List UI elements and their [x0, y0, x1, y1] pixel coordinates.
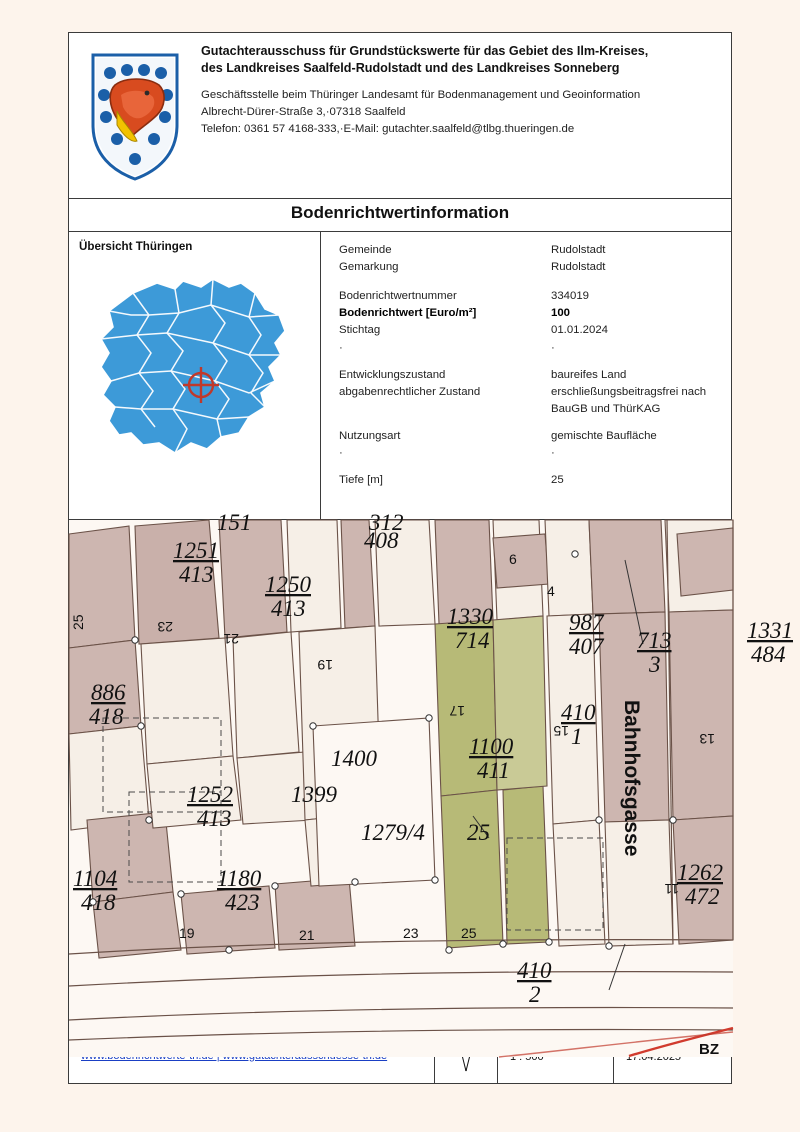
parcel-number: 1330 [447, 604, 493, 629]
parcel-denominator: 413 [179, 562, 214, 587]
thuringia-coat-of-arms-icon [87, 51, 183, 183]
fact-row-bodenrichtwert [339, 305, 721, 322]
parcel-label-1399: 1399 [291, 782, 337, 807]
parcel-denominator: 413 [271, 596, 306, 621]
parcel-number: 1251 [173, 538, 219, 563]
parcel-denominator: 2 [529, 982, 541, 1007]
street-name-bahnhofsgasse: Bahnhofsgasse [620, 700, 643, 857]
fact-value: 25 [551, 474, 564, 487]
fact-key: Stichtag [339, 324, 381, 337]
fact-row [339, 428, 721, 445]
parcel-number: 886 [91, 680, 126, 705]
parcel-label-1279-4: 1279/4 [361, 820, 425, 845]
fact-key: Entwicklungszustand [339, 368, 446, 381]
fact-value: baureifes Land [551, 368, 627, 381]
overview-panel [69, 232, 321, 519]
fact-row-separator [339, 445, 721, 462]
house-number: 25 [70, 614, 86, 630]
cadastral-map[interactable] [69, 510, 793, 1058]
fact-key: Nutzungsart [339, 429, 401, 442]
cadastral-map-labels [69, 510, 793, 1058]
fact-value: 334019 [551, 290, 590, 303]
fact-value: · [551, 447, 555, 460]
parcel-number: 987 [569, 610, 604, 635]
parcel-denominator: 3 [649, 652, 661, 677]
fact-value: Rudolstadt [551, 261, 606, 274]
office-line: Geschäftsstelle beim Thüringer Landesamt für Bodenmanagement und Geoinformation [201, 89, 641, 101]
fact-row [339, 322, 721, 339]
parcel-number: 1331 [747, 618, 793, 643]
parcel-number: 410 [561, 700, 596, 725]
fact-value: · [551, 341, 555, 354]
house-number: 6 [509, 551, 517, 567]
parcel-label-1400: 1400 [331, 746, 377, 771]
fact-row [339, 384, 721, 401]
parcel-number: 408 [364, 528, 399, 553]
parcel-number: 1262 [677, 860, 723, 885]
house-number: 15 [553, 723, 569, 739]
fact-key: abgabenrechtlicher Zustand [339, 385, 481, 398]
parcel-number: 1252 [187, 782, 233, 807]
parcel-denominator: 418 [89, 704, 124, 729]
parcel-denominator: 407 [569, 634, 604, 659]
parcel-number: 312 [369, 510, 404, 535]
fact-key: Bodenrichtwert [Euro/m²] [339, 307, 477, 320]
railway-label: BZ [699, 1041, 719, 1058]
house-number: 25 [461, 925, 477, 941]
fact-key: Tiefe [m] [339, 474, 383, 487]
parcel-number: 713 [637, 628, 672, 653]
fact-value: erschließungsbeitragsfrei nach [551, 385, 707, 398]
address-line: Albrecht-Dürer-Straße 3,·07318 Saalfeld [201, 106, 406, 119]
fact-key: · [339, 341, 343, 354]
house-number: 19 [317, 657, 333, 673]
house-number: 13 [699, 731, 715, 747]
parcel-label-25: 25 [467, 820, 490, 845]
house-number: 4 [547, 583, 555, 599]
house-number: 21 [223, 631, 239, 647]
fact-value: 01.01.2024 [551, 324, 609, 337]
parcel-denominator: 413 [197, 806, 232, 831]
parcel-denominator: 423 [225, 890, 260, 915]
document-header [69, 33, 731, 199]
thuringia-outline-map-icon [79, 257, 317, 487]
parcel-number: 1104 [73, 866, 118, 891]
fact-row [339, 259, 721, 276]
parcel-denominator: 1 [571, 724, 583, 749]
fact-row [339, 288, 721, 305]
fact-row [339, 242, 721, 259]
document-sheet [68, 32, 793, 1084]
authority-title-line1: Gutachterausschuss für Grundstückswerte für das Gebiet des Ilm-Kreises, [201, 44, 649, 58]
fact-value: 100 [551, 307, 571, 320]
fact-key: Gemarkung [339, 261, 399, 274]
overview-title: Übersicht Thüringen [79, 240, 193, 253]
parcel-denominator: 418 [81, 890, 116, 915]
house-number: 19 [179, 925, 195, 941]
parcel-number: 1100 [469, 734, 514, 759]
fact-key: · [339, 447, 343, 460]
fact-row-separator [339, 340, 721, 357]
fact-key [339, 401, 551, 418]
house-number: 11 [664, 881, 679, 897]
house-number: 17 [449, 703, 465, 719]
parcel-number: 1250 [265, 572, 311, 597]
authority-address [201, 87, 717, 138]
authority-title-line2: des Landkreises Saalfeld-Rudolstadt und des Landkreises Sonneberg [201, 61, 620, 75]
parcel-denominator: 411 [477, 758, 510, 783]
fact-row [339, 367, 721, 384]
house-number: 23 [403, 925, 419, 941]
info-section [69, 232, 731, 520]
house-number: 21 [299, 927, 315, 943]
parcel-denominator: 714 [455, 628, 490, 653]
contact-line: Telefon: 0361 57 4168-333,·E-Mail: gutachter.saalfeld@tlbg.thueringen.de [201, 123, 575, 136]
fact-row-continuation [339, 401, 721, 418]
fact-row [339, 472, 721, 489]
facts-panel [321, 232, 731, 519]
fact-value: gemischte Baufläche [551, 429, 657, 442]
parcel-denominator: 484 [751, 642, 786, 667]
parcel-number: 151 [217, 510, 252, 535]
overview-map [79, 257, 317, 487]
authority-title [201, 43, 717, 77]
parcel-number: 410 [517, 958, 552, 983]
house-number: 23 [157, 619, 173, 635]
fact-key: Gemeinde [339, 244, 392, 256]
fact-key: Bodenrichtwertnummer [339, 290, 457, 303]
fact-value: BauGB und ThürKAG [551, 402, 661, 415]
header-text [201, 43, 731, 192]
page-title: Bodenrichtwertinformation [69, 199, 731, 232]
fact-value: Rudolstadt [551, 244, 606, 256]
coat-of-arms [69, 43, 201, 192]
parcel-number: 1180 [217, 866, 262, 891]
parcel-denominator: 472 [685, 884, 720, 909]
